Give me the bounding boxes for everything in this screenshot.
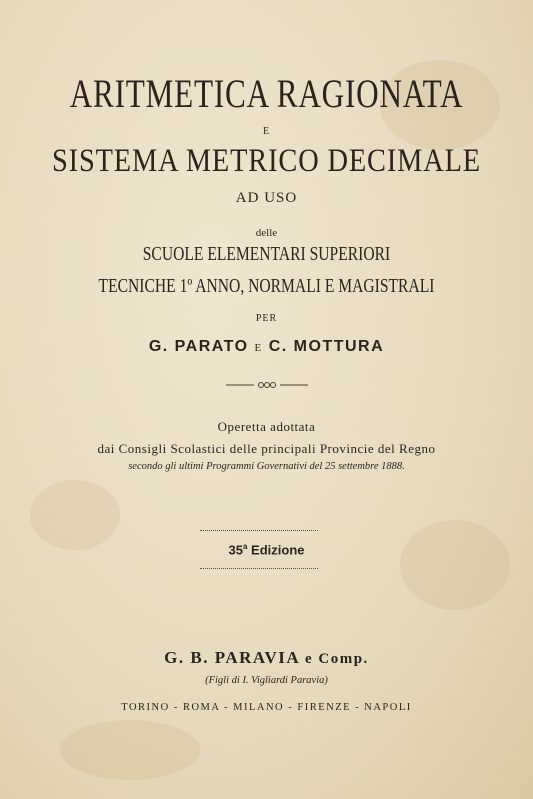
delle-text: delle <box>255 227 278 239</box>
title-line-2: SISTEMA METRICO DECIMALE <box>51 143 482 179</box>
edition-rule-top <box>200 530 318 533</box>
authors-conjunction: E <box>254 342 263 354</box>
publisher-name: G. B. PARAVIA <box>164 648 300 667</box>
paper-stain <box>400 520 510 610</box>
publisher-suffix: e Comp. <box>304 651 369 667</box>
per-text: PER <box>255 313 278 324</box>
author-2: C. MOTTURA <box>268 338 385 355</box>
ad-uso-text: AD USO <box>235 190 298 206</box>
publisher-cities: TORINO - ROMA - MILANO - FIRENZE - NAPOLI <box>121 702 412 713</box>
authors-line <box>0 338 533 356</box>
schools-line-1: SCUOLE ELEMENTARI SUPERIORI <box>142 243 391 265</box>
adoption-line-1: Operetta adottata <box>217 419 316 434</box>
edition-rule-bottom <box>200 568 318 571</box>
title-line-1: ARITMETICA RAGIONATA <box>69 71 464 116</box>
edition-number: 35 <box>228 542 243 558</box>
ornament-divider-icon <box>226 380 308 390</box>
edition-suffix: a <box>242 542 248 551</box>
schools-line-2: TECNICHE 1º ANNO, NORMALI E MAGISTRALI <box>98 275 435 297</box>
edition-label: Edizione <box>251 542 305 558</box>
paper-stain <box>60 720 200 780</box>
adoption-line-3: secondo gli ultimi Programmi Governativi del 25 settembre 1888. <box>128 461 405 472</box>
title-conjunction: E <box>262 126 271 137</box>
publisher-line <box>0 648 533 668</box>
adoption-line-2: dai Consigli Scolastici delle principali Provincie del Regno <box>97 441 436 456</box>
edition-line <box>0 542 533 557</box>
paper-stain <box>30 480 120 550</box>
author-1: G. PARATO <box>148 338 249 355</box>
publisher-note: (Figli di I. Vigliardi Paravia) <box>205 675 328 686</box>
